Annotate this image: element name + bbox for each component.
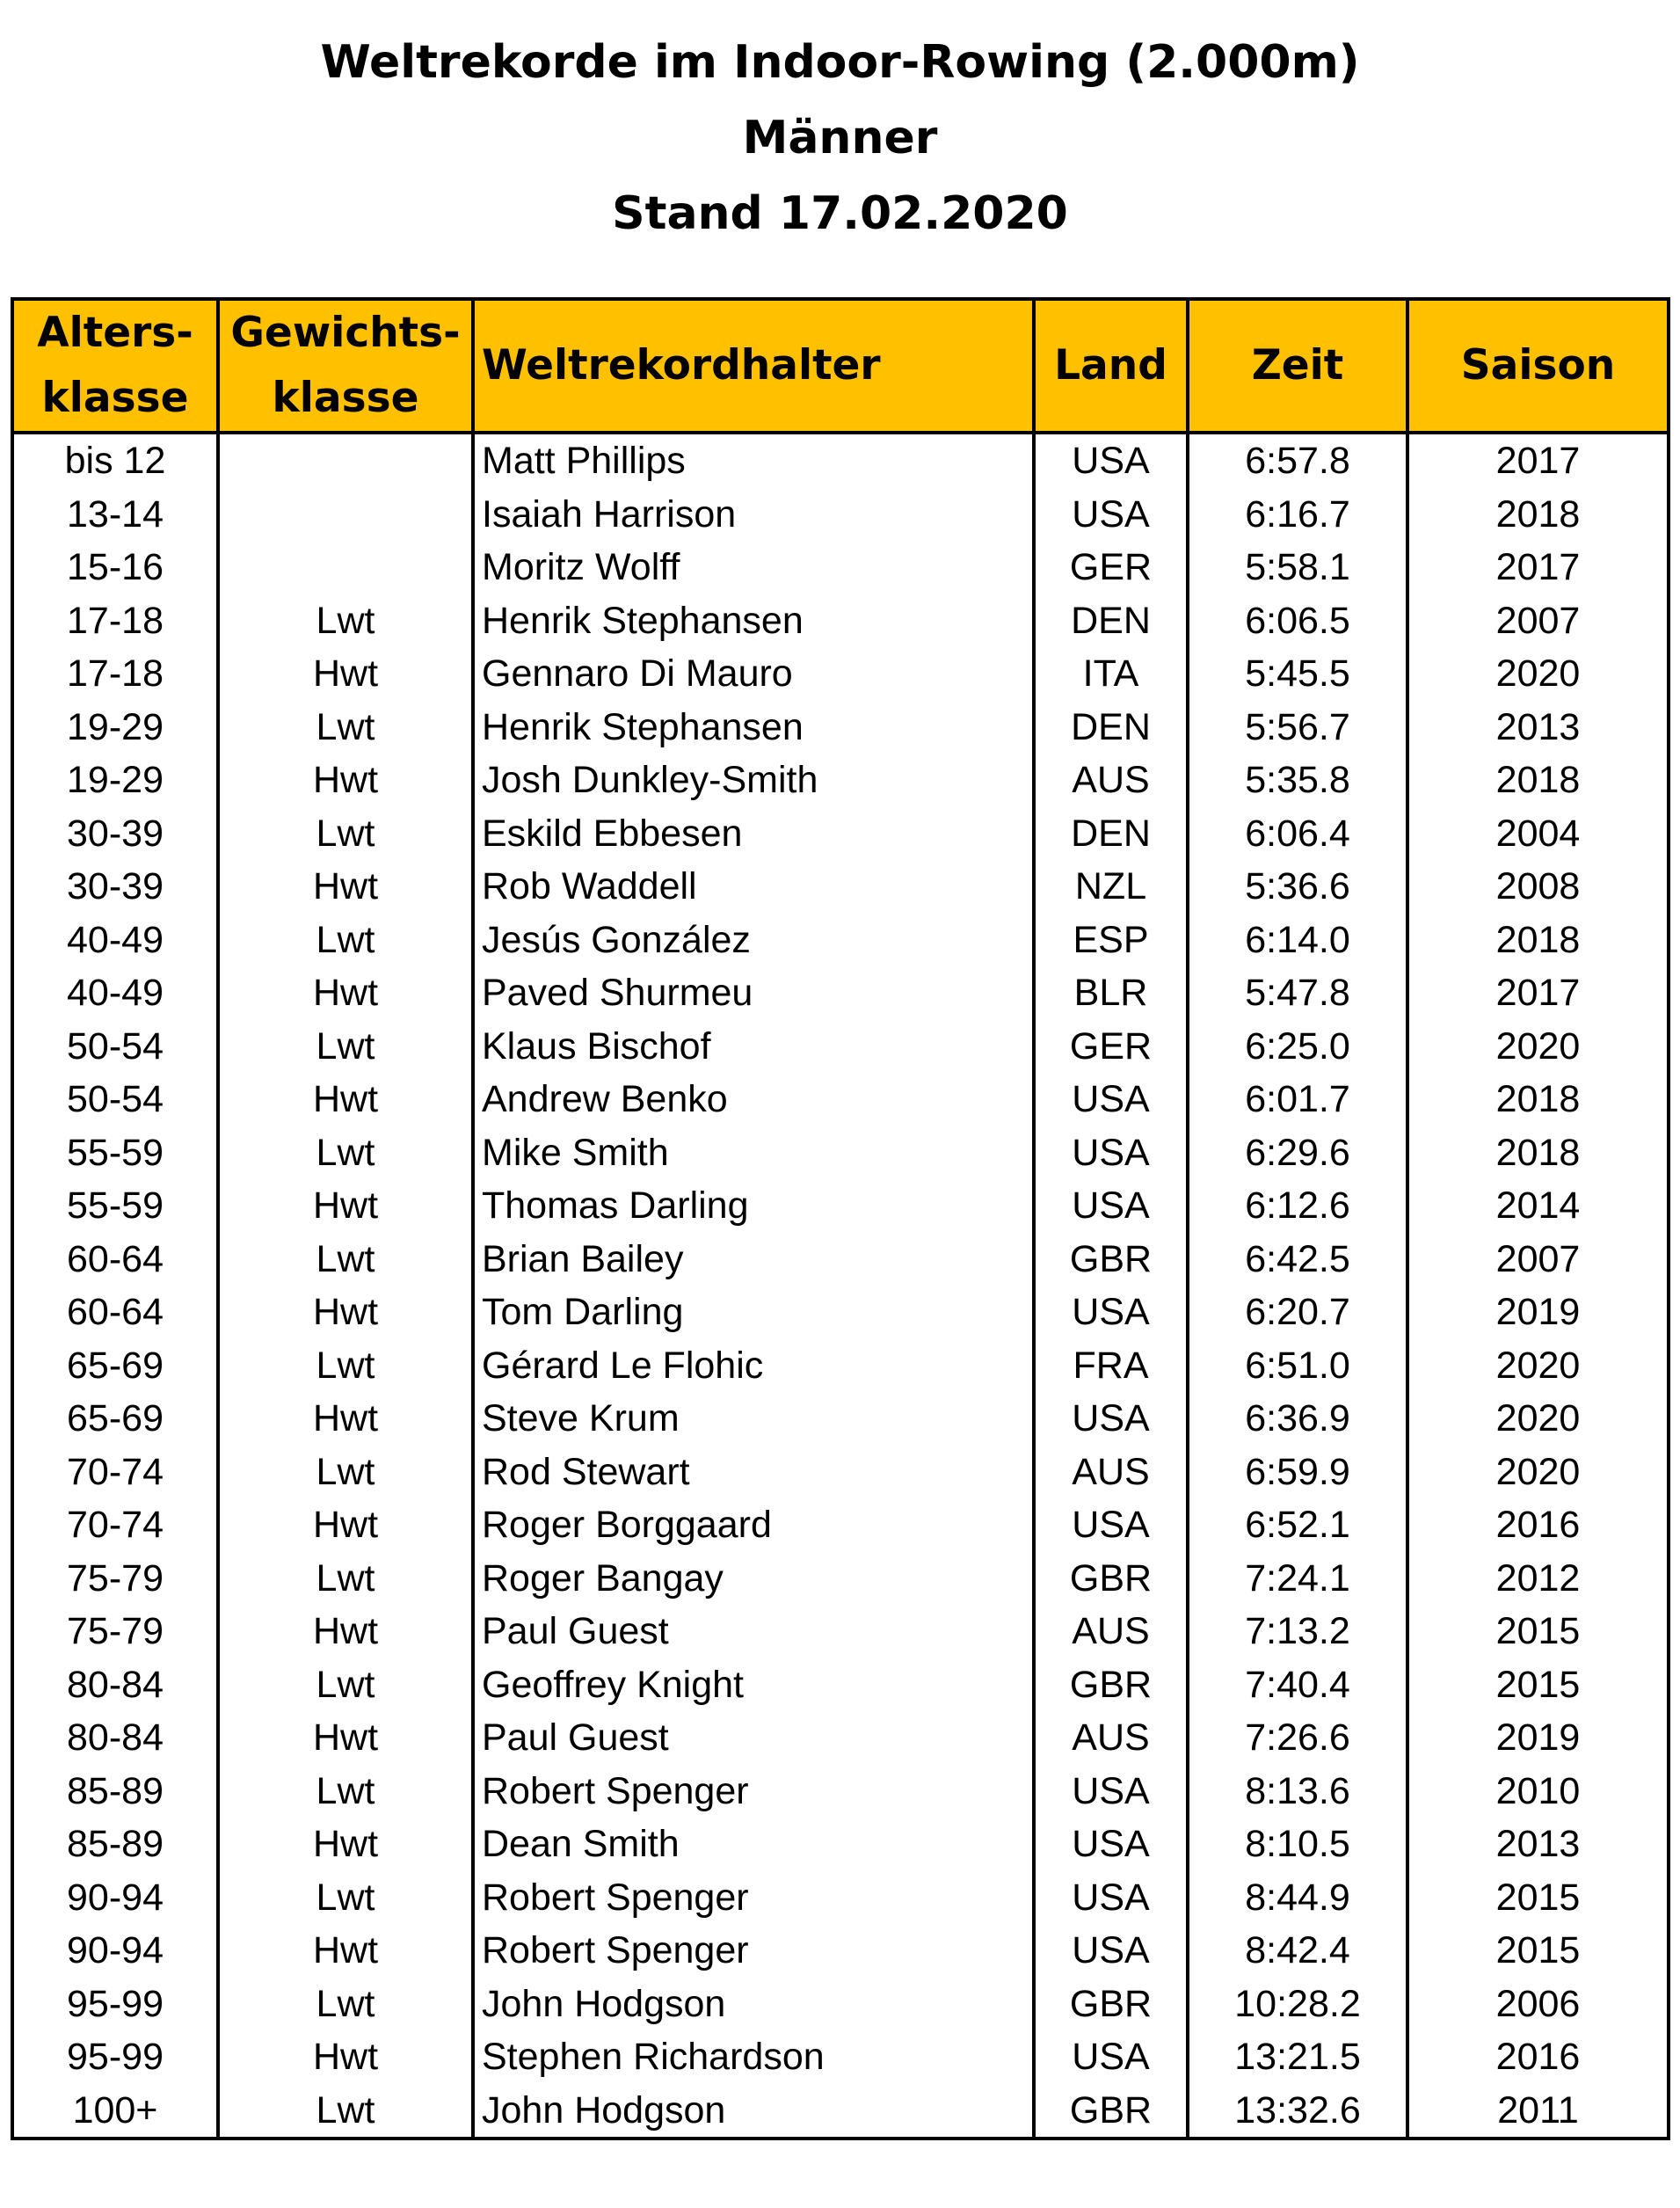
cell-land: NZL: [1034, 860, 1188, 914]
cell-saison: 2007: [1407, 594, 1669, 648]
cell-zeit: 6:36.9: [1188, 1392, 1407, 1446]
cell-zeit: 6:16.7: [1188, 488, 1407, 542]
cell-land: USA: [1034, 1392, 1188, 1446]
cell-saison: 2010: [1407, 1765, 1669, 1818]
cell-weltrekordhalter: Eskild Ebbesen: [473, 807, 1034, 861]
cell-gewichtsklasse: Hwt: [218, 1711, 473, 1765]
cell-weltrekordhalter: Thomas Darling: [473, 1179, 1034, 1233]
table-row: [12, 807, 1669, 861]
cell-gewichtsklasse: [218, 433, 473, 488]
cell-weltrekordhalter: John Hodgson: [473, 1978, 1034, 2031]
table-row: [12, 1286, 1669, 1339]
cell-weltrekordhalter: Robert Spenger: [473, 1871, 1034, 1925]
table-header: [12, 299, 1669, 433]
cell-gewichtsklasse: Lwt: [218, 594, 473, 648]
table-row: [12, 1233, 1669, 1286]
cell-land: USA: [1034, 1179, 1188, 1233]
cell-saison: 2020: [1407, 1339, 1669, 1393]
cell-altersklasse: 15-16: [12, 541, 218, 594]
cell-gewichtsklasse: Lwt: [218, 1658, 473, 1712]
world-records-table: [11, 297, 1670, 2140]
cell-land: USA: [1034, 1073, 1188, 1126]
cell-zeit: 8:42.4: [1188, 1924, 1407, 1978]
cell-land: USA: [1034, 2030, 1188, 2084]
cell-zeit: 5:35.8: [1188, 754, 1407, 807]
cell-zeit: 13:21.5: [1188, 2030, 1407, 2084]
cell-land: GER: [1034, 541, 1188, 594]
cell-saison: 2004: [1407, 807, 1669, 861]
cell-zeit: 6:52.1: [1188, 1498, 1407, 1552]
cell-land: FRA: [1034, 1339, 1188, 1393]
cell-land: USA: [1034, 1818, 1188, 1871]
cell-weltrekordhalter: Mike Smith: [473, 1126, 1034, 1180]
cell-weltrekordhalter: Roger Bangay: [473, 1552, 1034, 1606]
cell-gewichtsklasse: Lwt: [218, 1978, 473, 2031]
table-row: [12, 1871, 1669, 1925]
cell-zeit: 5:58.1: [1188, 541, 1407, 594]
cell-gewichtsklasse: Hwt: [218, 966, 473, 1020]
cell-altersklasse: 85-89: [12, 1818, 218, 1871]
cell-gewichtsklasse: Lwt: [218, 1339, 473, 1393]
cell-zeit: 7:24.1: [1188, 1552, 1407, 1606]
table-row: [12, 1073, 1669, 1126]
cell-saison: 2019: [1407, 1286, 1669, 1339]
cell-land: USA: [1034, 1871, 1188, 1925]
cell-weltrekordhalter: Isaiah Harrison: [473, 488, 1034, 542]
cell-land: AUS: [1034, 1711, 1188, 1765]
cell-weltrekordhalter: Josh Dunkley-Smith: [473, 754, 1034, 807]
cell-gewichtsklasse: Lwt: [218, 701, 473, 754]
cell-land: AUS: [1034, 1605, 1188, 1658]
cell-land: GBR: [1034, 1233, 1188, 1286]
header-gewichtsklasse-line2: klasse: [272, 374, 419, 422]
cell-zeit: 10:28.2: [1188, 1978, 1407, 2031]
cell-altersklasse: 55-59: [12, 1126, 218, 1180]
cell-land: GER: [1034, 1020, 1188, 1074]
cell-saison: 2017: [1407, 541, 1669, 594]
cell-saison: 2018: [1407, 1126, 1669, 1180]
cell-land: GBR: [1034, 2084, 1188, 2139]
cell-altersklasse: 100+: [12, 2084, 218, 2139]
cell-zeit: 6:14.0: [1188, 914, 1407, 967]
cell-weltrekordhalter: Henrik Stephansen: [473, 594, 1034, 648]
cell-altersklasse: 13-14: [12, 488, 218, 542]
cell-gewichtsklasse: Lwt: [218, 807, 473, 861]
title-line-main: Weltrekorde im Indoor-Rowing (2.000m): [320, 36, 1360, 89]
cell-land: USA: [1034, 1924, 1188, 1978]
cell-saison: 2008: [1407, 860, 1669, 914]
cell-altersklasse: 30-39: [12, 860, 218, 914]
cell-land: DEN: [1034, 701, 1188, 754]
cell-weltrekordhalter: Rod Stewart: [473, 1446, 1034, 1499]
cell-land: GBR: [1034, 1552, 1188, 1606]
table-row: [12, 2084, 1669, 2139]
header-altersklasse-line1: Alters-: [37, 309, 193, 357]
cell-weltrekordhalter: Andrew Benko: [473, 1073, 1034, 1126]
cell-altersklasse: 75-79: [12, 1552, 218, 1606]
cell-saison: 2012: [1407, 1552, 1669, 1606]
header-gewichtsklasse: [218, 299, 473, 433]
cell-altersklasse: 85-89: [12, 1765, 218, 1818]
cell-land: USA: [1034, 1765, 1188, 1818]
cell-saison: 2017: [1407, 433, 1669, 488]
cell-zeit: 6:29.6: [1188, 1126, 1407, 1180]
cell-saison: 2015: [1407, 1871, 1669, 1925]
cell-gewichtsklasse: Hwt: [218, 1818, 473, 1871]
cell-gewichtsklasse: Hwt: [218, 647, 473, 701]
cell-gewichtsklasse: Hwt: [218, 2030, 473, 2084]
header-altersklasse-line2: klasse: [41, 374, 189, 422]
cell-altersklasse: 17-18: [12, 594, 218, 648]
cell-saison: 2020: [1407, 1392, 1669, 1446]
cell-gewichtsklasse: Hwt: [218, 754, 473, 807]
cell-gewichtsklasse: Lwt: [218, 1126, 473, 1180]
cell-land: GBR: [1034, 1658, 1188, 1712]
header-row: [12, 299, 1669, 433]
cell-weltrekordhalter: Paul Guest: [473, 1605, 1034, 1658]
cell-zeit: 6:42.5: [1188, 1233, 1407, 1286]
table-row: [12, 754, 1669, 807]
cell-altersklasse: 95-99: [12, 1978, 218, 2031]
cell-saison: 2007: [1407, 1233, 1669, 1286]
cell-land: AUS: [1034, 754, 1188, 807]
cell-altersklasse: 75-79: [12, 1605, 218, 1658]
cell-gewichtsklasse: Hwt: [218, 1073, 473, 1126]
header-weltrekordhalter: Weltrekordhalter: [473, 299, 1034, 433]
table-row: [12, 1818, 1669, 1871]
cell-altersklasse: 50-54: [12, 1073, 218, 1126]
cell-weltrekordhalter: Roger Borggaard: [473, 1498, 1034, 1552]
table-row: [12, 1446, 1669, 1499]
table-row: [12, 860, 1669, 914]
cell-altersklasse: 60-64: [12, 1233, 218, 1286]
cell-land: USA: [1034, 1126, 1188, 1180]
cell-land: BLR: [1034, 966, 1188, 1020]
cell-zeit: 13:32.6: [1188, 2084, 1407, 2139]
cell-weltrekordhalter: Geoffrey Knight: [473, 1658, 1034, 1712]
cell-land: ESP: [1034, 914, 1188, 967]
cell-land: USA: [1034, 1498, 1188, 1552]
table-row: [12, 701, 1669, 754]
table-row: [12, 1179, 1669, 1233]
cell-zeit: 7:13.2: [1188, 1605, 1407, 1658]
table-row: [12, 1392, 1669, 1446]
cell-gewichtsklasse: Lwt: [218, 1020, 473, 1074]
cell-saison: 2015: [1407, 1605, 1669, 1658]
cell-altersklasse: 55-59: [12, 1179, 218, 1233]
table-row: [12, 1711, 1669, 1765]
cell-weltrekordhalter: Dean Smith: [473, 1818, 1034, 1871]
cell-gewichtsklasse: Hwt: [218, 1924, 473, 1978]
cell-weltrekordhalter: Robert Spenger: [473, 1924, 1034, 1978]
cell-land: USA: [1034, 433, 1188, 488]
cell-saison: 2016: [1407, 1498, 1669, 1552]
cell-zeit: 5:47.8: [1188, 966, 1407, 1020]
table-row: [12, 1978, 1669, 2031]
cell-saison: 2020: [1407, 1020, 1669, 1074]
cell-altersklasse: 80-84: [12, 1658, 218, 1712]
header-gewichtsklasse-line1: Gewichts-: [230, 309, 461, 357]
cell-saison: 2019: [1407, 1711, 1669, 1765]
cell-saison: 2018: [1407, 1073, 1669, 1126]
cell-gewichtsklasse: [218, 541, 473, 594]
cell-altersklasse: 40-49: [12, 966, 218, 1020]
cell-saison: 2020: [1407, 1446, 1669, 1499]
cell-altersklasse: 70-74: [12, 1446, 218, 1499]
table-row: [12, 1020, 1669, 1074]
table-row: [12, 647, 1669, 701]
cell-zeit: 8:13.6: [1188, 1765, 1407, 1818]
cell-saison: 2006: [1407, 1978, 1669, 2031]
cell-zeit: 6:12.6: [1188, 1179, 1407, 1233]
header-saison: Saison: [1407, 299, 1669, 433]
cell-zeit: 6:01.7: [1188, 1073, 1407, 1126]
cell-saison: 2013: [1407, 1818, 1669, 1871]
cell-weltrekordhalter: Jesús González: [473, 914, 1034, 967]
cell-weltrekordhalter: Brian Bailey: [473, 1233, 1034, 1286]
cell-zeit: 6:59.9: [1188, 1446, 1407, 1499]
cell-weltrekordhalter: Robert Spenger: [473, 1765, 1034, 1818]
table-row: [12, 1126, 1669, 1180]
table-row: [12, 966, 1669, 1020]
cell-gewichtsklasse: Lwt: [218, 1446, 473, 1499]
cell-gewichtsklasse: Lwt: [218, 2084, 473, 2139]
cell-gewichtsklasse: Hwt: [218, 1286, 473, 1339]
table-body: [12, 433, 1669, 2139]
cell-zeit: 5:45.5: [1188, 647, 1407, 701]
cell-weltrekordhalter: Steve Krum: [473, 1392, 1034, 1446]
cell-altersklasse: 90-94: [12, 1871, 218, 1925]
cell-altersklasse: 19-29: [12, 754, 218, 807]
cell-zeit: 8:10.5: [1188, 1818, 1407, 1871]
cell-saison: 2015: [1407, 1658, 1669, 1712]
cell-zeit: 6:25.0: [1188, 1020, 1407, 1074]
cell-altersklasse: 80-84: [12, 1711, 218, 1765]
cell-land: USA: [1034, 488, 1188, 542]
table-row: [12, 1498, 1669, 1552]
cell-gewichtsklasse: [218, 488, 473, 542]
cell-saison: 2020: [1407, 647, 1669, 701]
cell-saison: 2014: [1407, 1179, 1669, 1233]
cell-weltrekordhalter: John Hodgson: [473, 2084, 1034, 2139]
cell-saison: 2015: [1407, 1924, 1669, 1978]
cell-zeit: 5:56.7: [1188, 701, 1407, 754]
cell-altersklasse: 95-99: [12, 2030, 218, 2084]
document-title: [0, 25, 1680, 251]
cell-saison: 2018: [1407, 754, 1669, 807]
cell-weltrekordhalter: Gérard Le Flohic: [473, 1339, 1034, 1393]
cell-weltrekordhalter: Paved Shurmeu: [473, 966, 1034, 1020]
cell-saison: 2018: [1407, 488, 1669, 542]
header-altersklasse: [12, 299, 218, 433]
cell-land: GBR: [1034, 1978, 1188, 2031]
cell-altersklasse: 90-94: [12, 1924, 218, 1978]
cell-altersklasse: 70-74: [12, 1498, 218, 1552]
cell-weltrekordhalter: Henrik Stephansen: [473, 701, 1034, 754]
cell-gewichtsklasse: Hwt: [218, 1498, 473, 1552]
cell-altersklasse: 65-69: [12, 1339, 218, 1393]
cell-altersklasse: 65-69: [12, 1392, 218, 1446]
cell-zeit: 5:36.6: [1188, 860, 1407, 914]
cell-altersklasse: 50-54: [12, 1020, 218, 1074]
table-row: [12, 2030, 1669, 2084]
cell-altersklasse: 19-29: [12, 701, 218, 754]
table-row: [12, 914, 1669, 967]
cell-gewichtsklasse: Hwt: [218, 860, 473, 914]
cell-weltrekordhalter: Matt Phillips: [473, 433, 1034, 488]
cell-land: USA: [1034, 1286, 1188, 1339]
cell-gewichtsklasse: Hwt: [218, 1605, 473, 1658]
cell-weltrekordhalter: Tom Darling: [473, 1286, 1034, 1339]
cell-zeit: 6:06.4: [1188, 807, 1407, 861]
cell-land: DEN: [1034, 594, 1188, 648]
cell-altersklasse: 40-49: [12, 914, 218, 967]
cell-weltrekordhalter: Rob Waddell: [473, 860, 1034, 914]
table-row: [12, 488, 1669, 542]
table-row: [12, 1339, 1669, 1393]
cell-weltrekordhalter: Klaus Bischof: [473, 1020, 1034, 1074]
cell-zeit: 7:40.4: [1188, 1658, 1407, 1712]
cell-saison: 2017: [1407, 966, 1669, 1020]
title-line-date: Stand 17.02.2020: [612, 187, 1068, 240]
cell-gewichtsklasse: Lwt: [218, 1552, 473, 1606]
cell-land: AUS: [1034, 1446, 1188, 1499]
cell-zeit: 6:57.8: [1188, 433, 1407, 488]
table-row: [12, 1552, 1669, 1606]
table-row: [12, 594, 1669, 648]
cell-gewichtsklasse: Lwt: [218, 1233, 473, 1286]
cell-weltrekordhalter: Stephen Richardson: [473, 2030, 1034, 2084]
table-row: [12, 433, 1669, 488]
cell-altersklasse: 60-64: [12, 1286, 218, 1339]
table-row: [12, 541, 1669, 594]
cell-zeit: 6:06.5: [1188, 594, 1407, 648]
cell-gewichtsklasse: Lwt: [218, 1765, 473, 1818]
cell-land: DEN: [1034, 807, 1188, 861]
cell-weltrekordhalter: Moritz Wolff: [473, 541, 1034, 594]
cell-weltrekordhalter: Paul Guest: [473, 1711, 1034, 1765]
cell-zeit: 6:51.0: [1188, 1339, 1407, 1393]
table-row: [12, 1658, 1669, 1712]
cell-gewichtsklasse: Lwt: [218, 914, 473, 967]
cell-saison: 2011: [1407, 2084, 1669, 2139]
cell-altersklasse: bis 12: [12, 433, 218, 488]
cell-weltrekordhalter: Gennaro Di Mauro: [473, 647, 1034, 701]
table-row: [12, 1605, 1669, 1658]
cell-zeit: 6:20.7: [1188, 1286, 1407, 1339]
cell-gewichtsklasse: Hwt: [218, 1392, 473, 1446]
cell-altersklasse: 30-39: [12, 807, 218, 861]
table-row: [12, 1765, 1669, 1818]
cell-gewichtsklasse: Hwt: [218, 1179, 473, 1233]
title-line-category: Männer: [742, 112, 938, 164]
cell-altersklasse: 17-18: [12, 647, 218, 701]
table-row: [12, 1924, 1669, 1978]
cell-saison: 2013: [1407, 701, 1669, 754]
header-zeit: Zeit: [1188, 299, 1407, 433]
cell-saison: 2016: [1407, 2030, 1669, 2084]
cell-saison: 2018: [1407, 914, 1669, 967]
cell-gewichtsklasse: Lwt: [218, 1871, 473, 1925]
cell-zeit: 7:26.6: [1188, 1711, 1407, 1765]
cell-land: ITA: [1034, 647, 1188, 701]
header-land: Land: [1034, 299, 1188, 433]
cell-zeit: 8:44.9: [1188, 1871, 1407, 1925]
